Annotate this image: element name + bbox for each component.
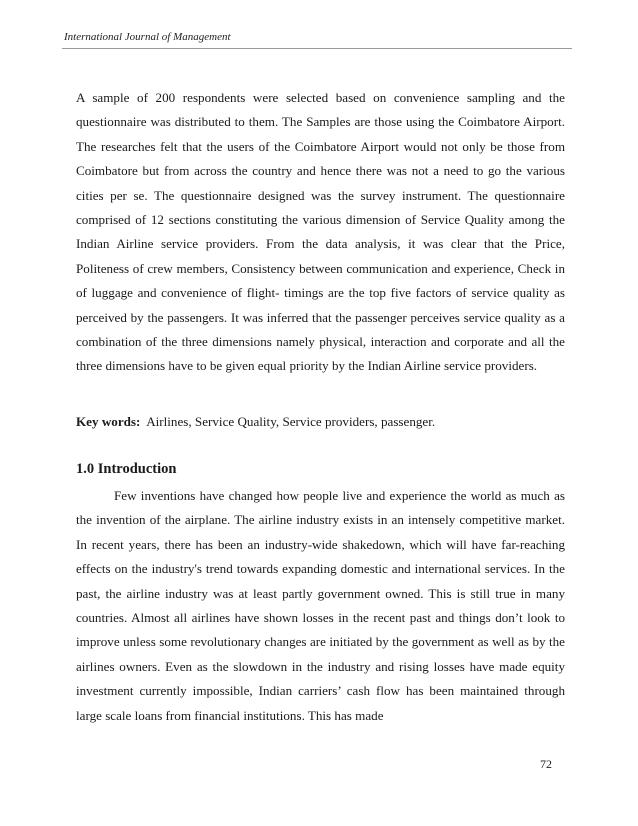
introduction-paragraph: Few inventions have changed how people live and experience the world as much as the invention of the airplane. The airline industry exists in an intensely competitive market. In recent years, there has been an industry-wide shakedown, which will have far-reaching effects on the industry's trend towards expanding domestic and international services. In the past, the airline industry was at least partly government owned. This is still true in many countries. Almost all airlines have shown losses in the recent past and things don’t look to improve unless some revolutionary changes are initiated by the government as well as by the airlines owners. Even as the slowdown in the industry and rising losses have made equity investment currently impossible, Indian carriers’ cash flow has been maintained through large scale loans from financial institutions. This has made xyxy=(76,488,565,723)
keywords-label: Key words: xyxy=(76,414,141,429)
keywords-value: Airlines, Service Quality, Service providers, passenger. xyxy=(146,414,436,429)
abstract-paragraph: A sample of 200 respondents were selected based on convenience sampling and the questionnaire was distributed to them. The Samples are those using the Coimbatore Airport. The researches felt that the users of the Coimbatore Airport would not only be those from Coimbatore but from across the country and hence there was not a need to go the various cities per se. The questionnaire designed was the survey instrument. The questionnaire comprised of 12 sections constituting the various dimension of Service Quality among the Indian Airline service providers. From the data analysis, it was clear that the Price, Politeness of crew members, Consistency between communication and experience, Check in of luggage and convenience of flight- timings are the top five factors of service quality as perceived by the passengers. It was inferred that the passenger perceives service quality as a combination of the three dimensions namely physical, interaction and corporate and all the three dimensions have to be given equal priority by the Indian Airline service providers. xyxy=(76,90,565,374)
header-rule xyxy=(62,48,572,49)
section-heading-introduction: 1.0 Introduction xyxy=(76,461,177,477)
journal-title: International Journal of Management xyxy=(64,31,231,43)
keywords-line xyxy=(76,410,565,434)
page-number: 72 xyxy=(540,757,552,771)
